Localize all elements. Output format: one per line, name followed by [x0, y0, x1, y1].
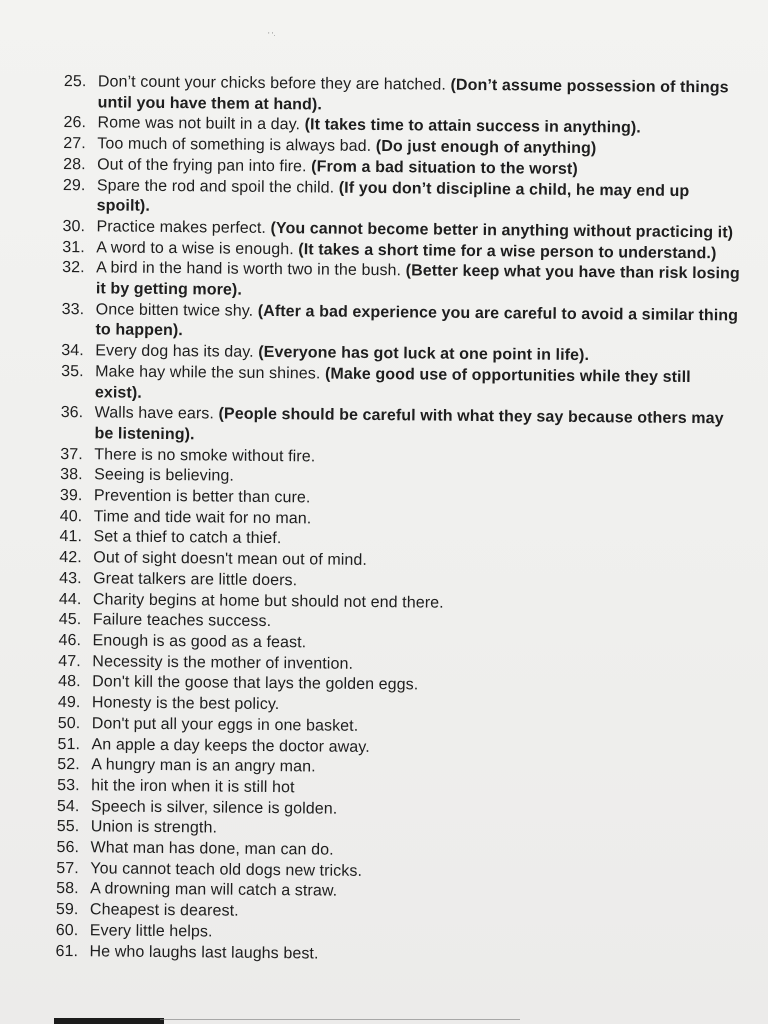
proverb-body — [97, 176, 743, 224]
proverb-number: 59. — [55, 901, 79, 919]
proverb-number: 32. — [62, 259, 85, 277]
proverb-text: Spare the rod and spoil the child. — [96, 176, 335, 197]
proverb-number: 37. — [60, 445, 83, 463]
proverb-number: 34. — [61, 342, 84, 360]
proverb-text: hit the iron when it is still hot — [91, 777, 295, 797]
proverb-number: 50. — [57, 714, 81, 732]
proverb-text: Great talkers are little doers. — [93, 570, 298, 590]
proverb-body — [96, 259, 742, 307]
proverb-text: Every dog has its day. — [95, 342, 254, 361]
proverb-number: 26. — [63, 114, 87, 132]
proverb-body — [98, 72, 744, 120]
proverb-number: 58. — [56, 880, 79, 898]
proverb-explanation: (Do just enough of anything) — [375, 138, 597, 158]
proverb-explanation: (Better keep what you have than risk losing it by getting more). — [95, 262, 740, 299]
proverb-item — [61, 362, 741, 410]
proverb-text: What man has done, man can do. — [90, 839, 334, 859]
proverb-text: A bird in the hand is worth two in the bush. — [96, 259, 402, 280]
proverb-number: 48. — [58, 673, 81, 691]
proverb-number: 47. — [58, 652, 81, 670]
proverb-explanation: (From a bad situation to the worst) — [311, 158, 578, 178]
proverb-text: Walls have ears. — [94, 404, 215, 423]
proverb-explanation: (Everyone has got luck at one point in life). — [258, 344, 590, 365]
proverb-number: 43. — [59, 569, 82, 588]
proverb-number: 53. — [57, 776, 80, 795]
proverb-number: 52. — [57, 756, 80, 774]
proverb-number: 51. — [57, 735, 81, 753]
proverb-number: 31. — [62, 238, 85, 256]
proverb-text: He who laughs last laughs best. — [89, 942, 319, 963]
proverb-explanation: (Don’t assume possession of things until you have them at hand). — [97, 76, 729, 114]
proverb-body — [95, 300, 741, 348]
proverb-text: Don't put all your eggs in one basket. — [91, 715, 359, 735]
proverb-number: 39. — [59, 487, 83, 505]
proverb-text: There is no smoke without fire. — [94, 445, 316, 466]
proverb-text: A drowning man will catch a straw. — [90, 880, 338, 901]
proverb-text: Out of the frying pan into fire. — [97, 156, 307, 176]
proverb-text: Enough is as good as a feast. — [92, 632, 307, 652]
proverb-text: Failure teaches success. — [92, 611, 272, 631]
proverb-text: Rome was not built in a day. — [97, 114, 301, 134]
proverb-number: 57. — [56, 859, 79, 877]
proverb-number: 42. — [59, 549, 82, 567]
proverb-item — [62, 258, 742, 306]
proverb-number: 29. — [62, 176, 86, 194]
proverb-number: 46. — [58, 631, 82, 650]
proverb-number: 44. — [58, 590, 82, 608]
proverb-text: Make hay while the sun shines. — [95, 363, 321, 383]
proverb-body — [95, 362, 741, 410]
proverb-number: 25. — [63, 72, 87, 91]
proverb-text: Charity begins at home but should not end there. — [92, 590, 444, 612]
proverb-text: Every little helps. — [89, 922, 213, 941]
proverb-number: 38. — [60, 466, 83, 484]
proverb-number: 45. — [58, 611, 82, 629]
proverb-text: Prevention is better than cure. — [93, 487, 311, 507]
proverb-text: Once bitten twice shy. — [95, 301, 254, 320]
proverb-text: Cheapest is dearest. — [89, 901, 239, 920]
proverb-number: 28. — [63, 155, 86, 174]
proverb-explanation: (It takes a short time for a wise person to understand.) — [298, 240, 717, 262]
proverb-number: 60. — [55, 921, 79, 940]
proverb-list — [55, 72, 744, 969]
proverb-number: 56. — [56, 838, 80, 857]
proverb-number: 54. — [56, 797, 80, 815]
proverb-text: Union is strength. — [90, 818, 218, 837]
proverb-explanation: (It takes time to attain success in anything). — [304, 116, 641, 137]
proverb-text: You cannot teach old dogs new tricks. — [90, 860, 363, 880]
bottom-edge-line — [160, 1019, 520, 1020]
proverb-text: A hungry man is an angry man. — [91, 756, 316, 776]
proverb-text: Set a thief to catch a thief. — [93, 528, 282, 548]
proverb-text: Out of sight doesn't mean out of mind. — [93, 549, 368, 570]
proverb-number: 61. — [55, 942, 79, 960]
proverb-item — [60, 403, 740, 451]
proverb-explanation: (If you don’t discipline a child, he may end up spoilt). — [96, 179, 690, 216]
proverb-number: 27. — [63, 135, 86, 153]
proverb-item — [63, 176, 743, 224]
scan-speck: ' '· — [268, 31, 276, 40]
proverb-text: Don't kill the goose that lays the golden eggs. — [92, 673, 419, 694]
bottom-edge-shadow — [54, 1018, 164, 1024]
proverb-text: Practice makes perfect. — [96, 218, 267, 237]
proverb-text: Don’t count your chicks before they are hatched. — [97, 73, 447, 94]
proverb-text: Seeing is believing. — [94, 466, 235, 486]
proverb-text: Honesty is the best policy. — [91, 694, 280, 714]
proverb-explanation: (After a bad experience you are careful to avoid a similar thing to happen). — [95, 302, 739, 340]
proverb-explanation: (You cannot become better in anything without practicing it) — [270, 219, 734, 242]
proverb-number: 41. — [59, 528, 83, 546]
proverb-text: Time and tide wait for no man. — [93, 508, 312, 528]
proverb-item — [64, 72, 744, 120]
proverb-item — [61, 300, 741, 348]
proverb-number: 36. — [60, 404, 84, 422]
proverb-number: 30. — [62, 217, 86, 236]
proverb-body — [94, 404, 740, 452]
proverb-text: Necessity is the mother of invention. — [92, 652, 354, 673]
proverb-explanation: (People should be careful with what they say because others may be listening). — [94, 405, 724, 444]
proverb-number: 55. — [56, 818, 80, 836]
proverb-text: A word to a wise is enough. — [96, 238, 294, 258]
proverb-number: 49. — [57, 694, 81, 712]
proverb-text: Too much of something is always bad. — [97, 135, 372, 156]
proverb-number: 33. — [61, 300, 85, 318]
proverb-explanation: (Make good use of opportunities while they still exist). — [94, 365, 691, 402]
proverb-number: 35. — [61, 362, 84, 381]
proverb-text: An apple a day keeps the doctor away. — [91, 735, 370, 756]
proverb-number: 40. — [59, 507, 83, 525]
proverb-text: Speech is silver, silence is golden. — [90, 797, 338, 818]
